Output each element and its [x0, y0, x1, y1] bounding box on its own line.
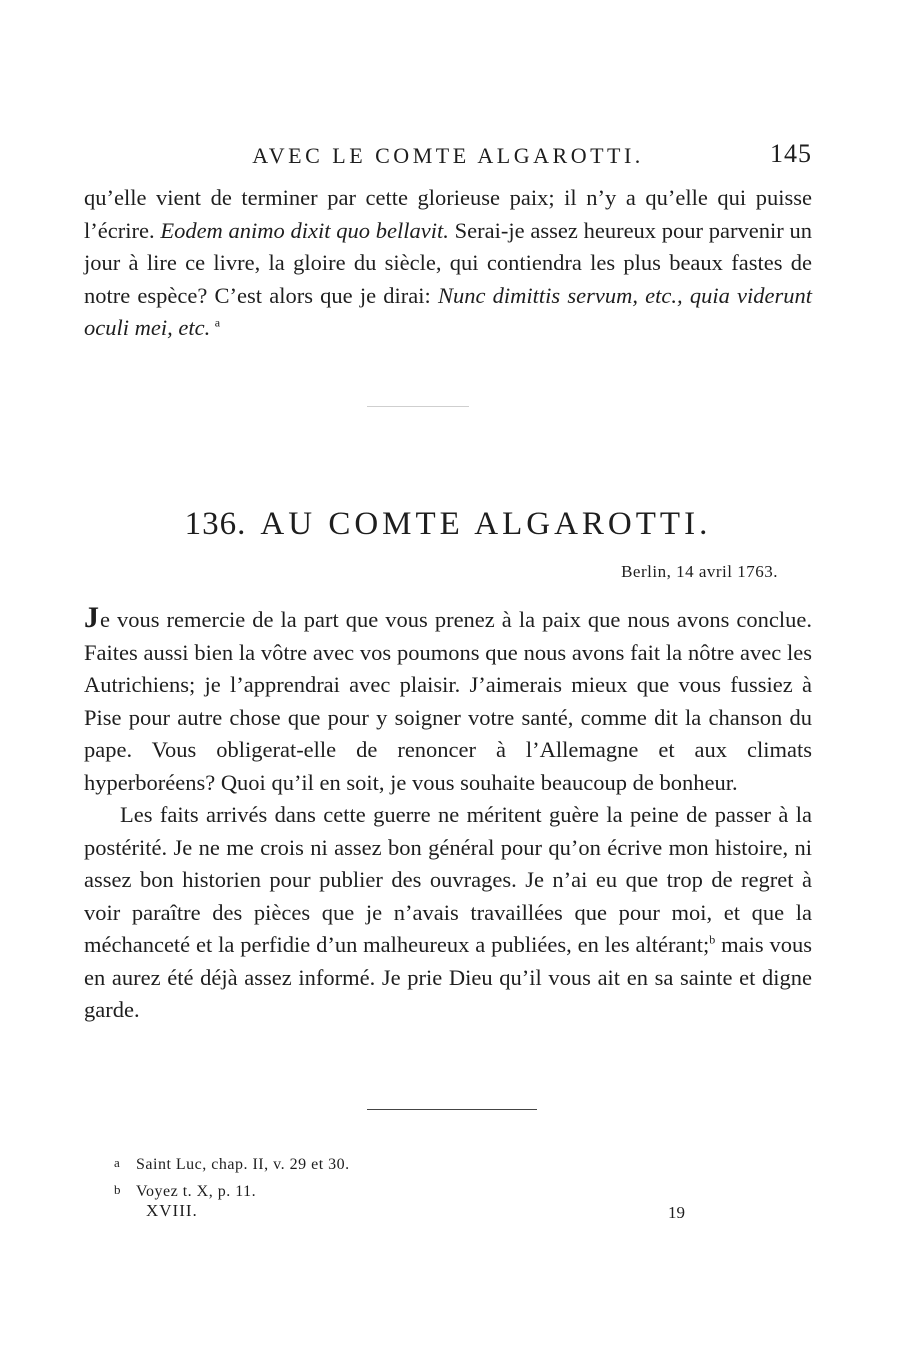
paragraph-text: mais vous en aurez été déjà assez informé. Je prie Dieu qu’il vous ait en sa sainte et digne garde.	[84, 932, 812, 1022]
letter-paragraph-2	[84, 799, 812, 1027]
letter-number: 136.	[184, 506, 247, 542]
section-divider	[367, 406, 469, 407]
letter-paragraph-1	[84, 602, 812, 799]
previous-letter-ending	[84, 182, 812, 345]
footnote-mark: a	[114, 1155, 121, 1170]
footnote-mark: b	[114, 1182, 121, 1197]
paragraph-text: e vous remercie de la part que vous prenez à la paix que nous avons conclue. Faites aussi bien la vôtre avec vos poumons que nous avons fait la nôtre avec les Autrichiens; je l’apprendrai avec plaisir. J’aimerais mieux que vous fussiez à Pise pour autre chose que pour y soigner votre santé, comme dit la chanson du pape. Vous obligerat-elle de renoncer à l’Allemagne et aux climats hyperboréens? Quoi qu’il en soit, je vous souhaite beaucoup de bonheur.	[84, 607, 812, 795]
running-title: AVEC LE COMTE ALGAROTTI.	[252, 143, 644, 168]
letter-dateline: Berlin, 14 avril 1763.	[621, 562, 778, 581]
latin-quote: Nunc dimittis servum, etc., quia viderunt oculi mei, etc.	[84, 282, 813, 340]
footnote-text: Voyez t. X, p. 11.	[136, 1183, 257, 1200]
latin-quote: Eodem animo dixit quo bellavit.	[160, 217, 449, 243]
footnote-a	[114, 1150, 350, 1177]
letter-heading	[84, 506, 812, 543]
previous-letter-text: Serai-je assez heureux pour parvenir un jour à lire ce livre, la gloire du siècle, qui contiendra les plus beaux fastes de notre espèce? C’est alors que je dirai:	[84, 217, 812, 308]
footnote-divider	[367, 1109, 537, 1110]
signature-mark: XVIII.	[146, 1201, 198, 1220]
letter-title: AU COMTE ALGAROTTI.	[260, 506, 712, 542]
page-number: 145	[770, 139, 812, 168]
previous-letter-text: qu’elle vient de terminer par cette glorieuse paix; il n’y a qu’elle qui puisse l’écrire.	[84, 185, 812, 243]
initial-letter: J	[84, 601, 100, 634]
footnote-ref-b[interactable]: b	[709, 932, 716, 947]
footnote-ref-a[interactable]: a	[214, 315, 221, 330]
footnote-text: Saint Luc, chap. II, v. 29 et 30.	[136, 1156, 350, 1173]
footnotes	[114, 1150, 350, 1204]
footnote-b	[114, 1177, 350, 1204]
sheet-number: 19	[668, 1203, 685, 1222]
letter-body	[84, 602, 812, 1027]
paragraph-text: Les faits arrivés dans cette guerre ne méritent guère la peine de passer à la postérité. Je ne me crois ni assez bon général pour qu’on écrive mon histoire, ni assez bon historien pour publier des ouvrages. Je n’ai eu que trop de regret à voir paraître des pièces que je n’avais travaillées que pour moi, et que la méchanceté et la perfidie d’un malheureux a publiées, en les altérant;	[84, 802, 812, 957]
running-head	[84, 139, 812, 173]
previous-letter-paragraph	[84, 182, 812, 345]
